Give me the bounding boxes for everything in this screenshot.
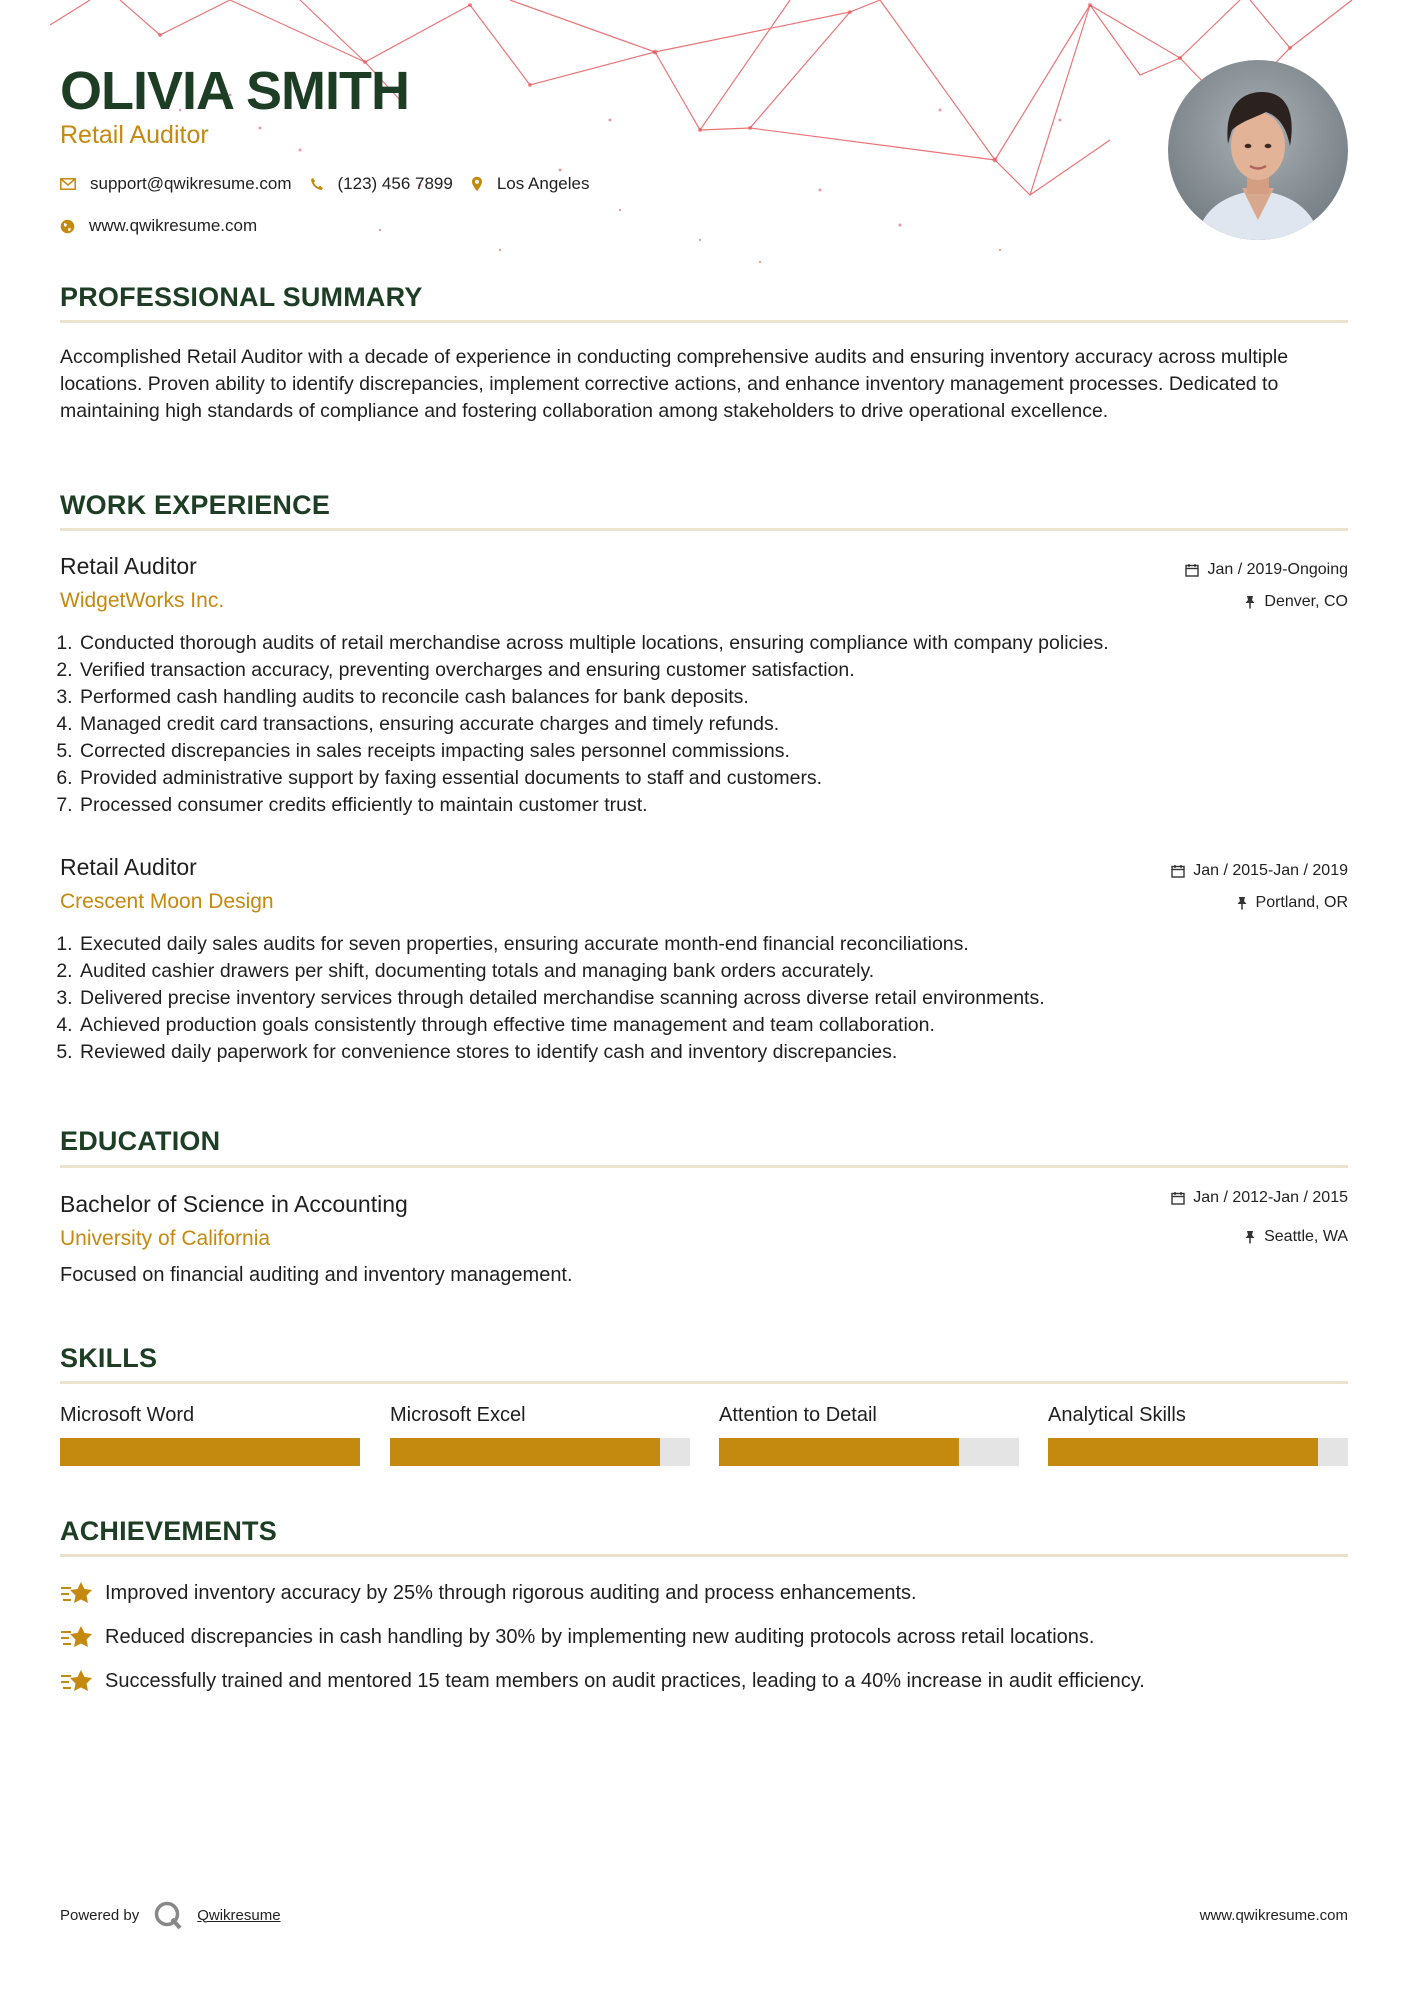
- job-company: WidgetWorks Inc.: [60, 589, 225, 612]
- phone-text: (123) 456 7899: [337, 174, 453, 193]
- education-heading: EDUCATION: [60, 1126, 221, 1156]
- skill-bar-fill: [60, 1438, 360, 1466]
- achievement-text: Successfully trained and mentored 15 team members on audit practices, leading to a 40% increase in audit efficiency.: [105, 1670, 1145, 1692]
- education-description: Focused on financial auditing and inventory management.: [60, 1264, 573, 1286]
- skill-bar-track: [1048, 1438, 1348, 1466]
- skill-bar-fill: [390, 1438, 660, 1466]
- achievement-text: Reduced discrepancies in cash handling by 30% by implementing new auditing protocols across retail locations.: [105, 1626, 1095, 1648]
- job-dates-text: Jan / 2015-Jan / 2019: [1193, 862, 1348, 879]
- footer-website[interactable]: www.qwikresume.com: [1199, 1907, 1348, 1924]
- pushpin-icon: [1244, 1230, 1256, 1244]
- map-pin-icon: [471, 176, 483, 192]
- pushpin-icon: [1236, 896, 1248, 910]
- list-item: 5. Reviewed daily paperwork for convenience stores to identify cash and inventory discrepancies.: [78, 1039, 1368, 1066]
- list-item: 5. Corrected discrepancies in sales receipts impacting sales personnel commissions.: [78, 738, 1368, 765]
- achievement-item: [60, 1579, 917, 1607]
- job-dates-text: Jan / 2019-Ongoing: [1207, 561, 1348, 578]
- job-responsibilities: [53, 931, 1368, 1066]
- education-dates: [1171, 1188, 1348, 1208]
- list-item: 1. Conducted thorough audits of retail merchandise across multiple locations, ensuring compliance with company policies.: [78, 630, 1368, 657]
- job-location-text: Denver, CO: [1264, 593, 1348, 610]
- job-title: Retail Auditor: [60, 553, 197, 579]
- job-location: [1244, 592, 1348, 612]
- skill-item: [390, 1402, 690, 1466]
- pushpin-icon: [1244, 595, 1256, 609]
- school-name: University of California: [60, 1227, 271, 1250]
- skill-bar-track: [719, 1438, 1019, 1466]
- job-location-text: Portland, OR: [1255, 894, 1348, 911]
- job-title: Retail Auditor: [60, 854, 197, 880]
- job-company: Crescent Moon Design: [60, 890, 274, 913]
- calendar-icon: [1171, 864, 1185, 878]
- list-item: 4. Achieved production goals consistently through effective time management and team collaboration.: [78, 1012, 1368, 1039]
- email-contact[interactable]: [60, 173, 292, 195]
- list-item: 1. Executed daily sales audits for seven properties, ensuring accurate month-end financial reconciliations.: [78, 931, 1368, 958]
- job-responsibilities: [53, 630, 1368, 819]
- phone-icon: [310, 177, 324, 191]
- job-dates: [1185, 560, 1348, 580]
- education-dates-text: Jan / 2012-Jan / 2015: [1193, 1189, 1348, 1206]
- skill-item: [719, 1402, 1019, 1466]
- skill-bar-track: [390, 1438, 690, 1466]
- website-contact[interactable]: [60, 215, 257, 237]
- candidate-name: OLIVIA SMITH: [60, 61, 409, 121]
- skill-bar-track: [60, 1438, 360, 1466]
- email-text: support@qwikresume.com: [90, 174, 292, 193]
- education-location: [1244, 1227, 1348, 1247]
- job-dates: [1171, 861, 1348, 881]
- achievements-heading: ACHIEVEMENTS: [60, 1516, 277, 1546]
- star-icon: [60, 1579, 93, 1607]
- summary-text: Accomplished Retail Auditor with a decade of experience in conducting comprehensive audits and ensuring inventory accuracy across multiple locations. Proven ability to identify discrepancies, implement corrective actions, and enhance inventory management processes. Dedicated to maintaining high standards of compliance and fostering collaboration among stakeholders to drive operational excellence.: [60, 346, 1289, 422]
- achievement-item: [60, 1667, 1145, 1695]
- star-icon: [60, 1667, 93, 1695]
- skill-bar-fill: [1048, 1438, 1318, 1466]
- skill-name: Analytical Skills: [1048, 1404, 1186, 1426]
- list-item: 6. Provided administrative support by faxing essential documents to staff and customers.: [78, 765, 1368, 792]
- globe-icon: [60, 219, 75, 234]
- skills-heading: SKILLS: [60, 1343, 158, 1373]
- location-text: Los Angeles: [496, 174, 590, 193]
- skill-name: Microsoft Excel: [390, 1404, 526, 1426]
- skill-item: [1048, 1402, 1348, 1466]
- list-item: 4. Managed credit card transactions, ensuring accurate charges and timely refunds.: [78, 711, 1368, 738]
- calendar-icon: [1185, 563, 1199, 577]
- achievement-item: [60, 1623, 1094, 1651]
- location-contact: [471, 173, 590, 195]
- website-text: www.qwikresume.com: [89, 216, 258, 235]
- list-item: 7. Processed consumer credits efficiently to maintain customer trust.: [78, 792, 1368, 819]
- contact-row-1: [60, 173, 607, 195]
- calendar-icon: [1171, 1191, 1185, 1205]
- skill-name: Microsoft Word: [60, 1404, 195, 1426]
- education-divider: [60, 1165, 1348, 1168]
- education-location-text: Seattle, WA: [1264, 1228, 1348, 1245]
- skill-name: Attention to Detail: [719, 1404, 877, 1426]
- contact-row-2: [60, 215, 275, 237]
- skill-item: [60, 1402, 360, 1466]
- qwikresume-link[interactable]: Qwikresume: [197, 1906, 281, 1924]
- powered-by-label: Powered by: [60, 1906, 140, 1924]
- job-location: [1236, 893, 1348, 913]
- qwikresume-logo-icon: [153, 1900, 183, 1930]
- skill-bar-fill: [719, 1438, 959, 1466]
- summary-heading: PROFESSIONAL SUMMARY: [60, 282, 423, 312]
- profile-photo: [1168, 60, 1348, 240]
- list-item: 2. Verified transaction accuracy, preventing overcharges and ensuring customer satisfaction.: [78, 657, 1368, 684]
- list-item: 2. Audited cashier drawers per shift, documenting totals and managing bank orders accurately.: [78, 958, 1368, 985]
- summary-divider: [60, 320, 1348, 323]
- skills-divider: [60, 1381, 1348, 1384]
- list-item: 3. Performed cash handling audits to reconcile cash balances for bank deposits.: [78, 684, 1368, 711]
- list-item: 3. Delivered precise inventory services through detailed merchandise scanning across diverse retail environments.: [78, 985, 1368, 1012]
- achievement-text: Improved inventory accuracy by 25% through rigorous auditing and process enhancements.: [105, 1582, 917, 1604]
- degree-title: Bachelor of Science in Accounting: [60, 1191, 408, 1217]
- phone-contact[interactable]: [310, 173, 453, 195]
- envelope-icon: [60, 178, 76, 190]
- star-icon: [60, 1623, 93, 1651]
- experience-heading: WORK EXPERIENCE: [60, 490, 331, 520]
- experience-divider: [60, 528, 1348, 531]
- candidate-title: Retail Auditor: [60, 121, 209, 149]
- footer-powered-by: [60, 1900, 281, 1930]
- achievements-divider: [60, 1554, 1348, 1557]
